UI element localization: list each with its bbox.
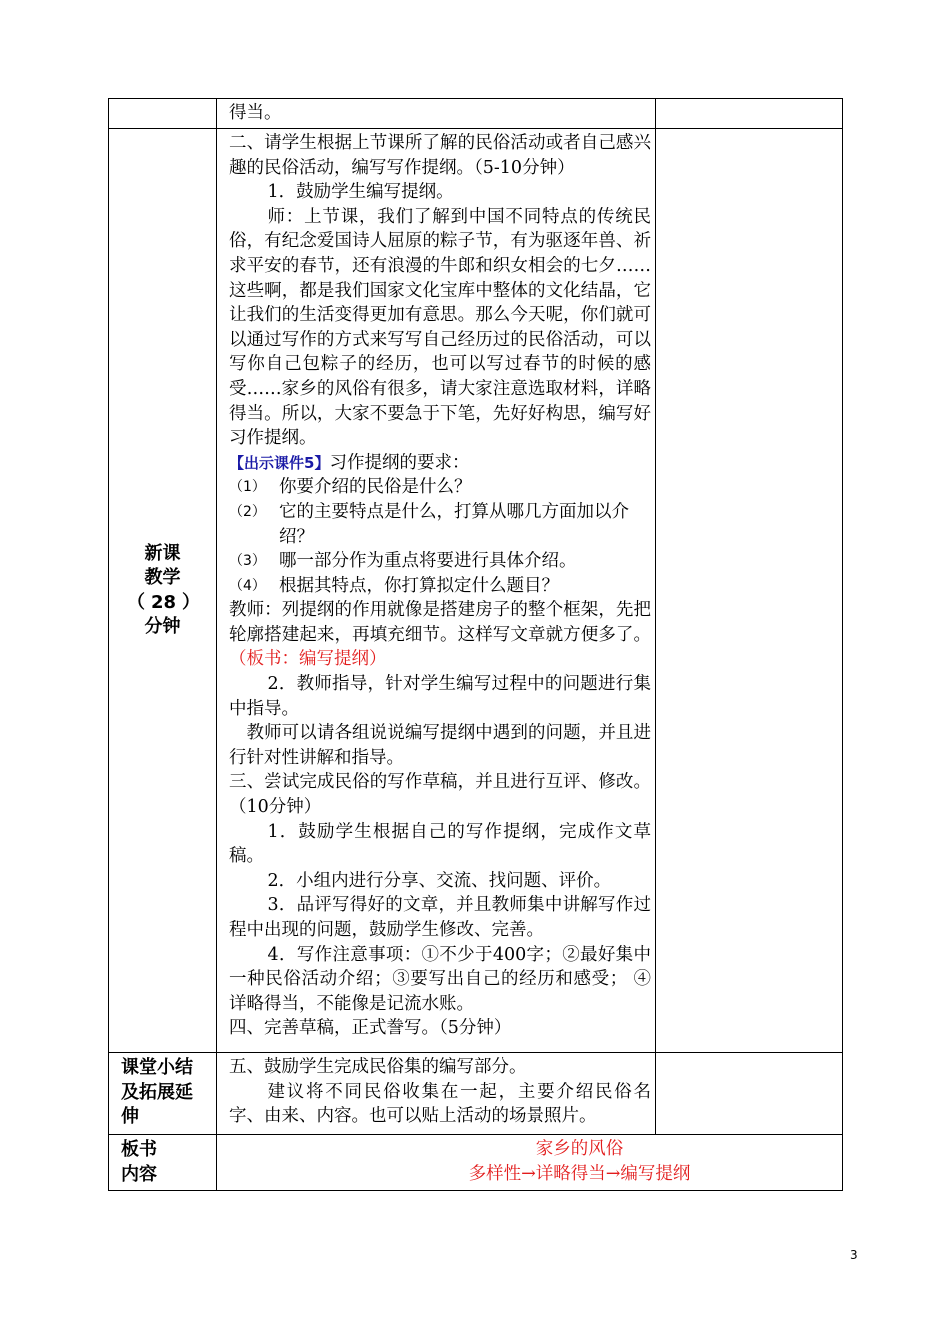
board-content-cell [217, 1135, 843, 1191]
board-outline: 多样性→详略得当→编写提纲 [468, 1163, 691, 1184]
content-cell [217, 99, 656, 129]
label-cell [109, 99, 217, 129]
notes-cell [656, 129, 843, 1053]
content-cell [217, 1053, 656, 1135]
board-title: 家乡的风俗 [535, 1139, 624, 1159]
paragraph: 1．鼓励学生根据自己的写作提纲，完成作文草稿。 [229, 821, 651, 867]
paragraph: 2．小组内进行分享、交流、找问题、评价。 [267, 870, 612, 891]
paragraph: 4．写作注意事项：①不少于400字；②最好集中一种民俗活动介绍；③要写出自己的经历和感受； ④详略得当，不能像是记流水账。 [229, 944, 651, 1014]
list-number: （3） [229, 553, 266, 570]
content-cell [217, 129, 656, 1053]
lesson-plan-table [108, 98, 843, 1191]
list-text: 你要介绍的民俗是什么？ [279, 477, 472, 498]
paragraph: 建议将不同民俗收集在一起，主要介绍民俗名字、由来、内容。也可以贴上活动的场景照片。 [229, 1081, 651, 1127]
paragraph: 师：上节课，我们了解到中国不同特点的传统民俗，有纪念爱国诗人屈原的粽子节，有为驱逐年兽、祈求平安的春节，还有浪漫的牛郎和织女相会的七夕……这些啊，都是我们国家文化宝库中整体的文化结晶，它让我们的生活变得更加有意思。那么今天呢，你们就可以通过写作的方式来写写自己经历过的民俗活动，可以写你自己包粽子的经历，也可以写过春节的时候的感受……家乡的风俗有很多，请大家注意选取材料，详略得当。所以，大家不要急于下笔，先好好构思，编写好习作提纲。 [229, 206, 651, 449]
label-duration [109, 591, 216, 616]
paragraph: 得当。 [229, 103, 282, 123]
label-line: 课堂小结 [121, 1057, 193, 1078]
list-number: （4） [229, 577, 266, 594]
notes-cell [656, 1053, 843, 1135]
paragraph: 1．鼓励学生编写提纲。 [267, 182, 454, 203]
table-row [109, 99, 843, 129]
section-label-summary [109, 1053, 217, 1135]
paragraph-text: 教师：列提纲的作用就像是搭建房子的整个框架，先把轮廓搭建起来，再填充细节。这样写文章就方便多了。 [229, 600, 651, 645]
courseware-text: 习作提纲的要求： [329, 452, 470, 473]
list-item [229, 574, 651, 599]
label-line: 教学 [144, 567, 181, 588]
paragraph: 三、尝试完成民俗的写作草稿，并且进行互评、修改。（10分钟） [229, 772, 651, 818]
label-line: 新课 [144, 542, 181, 564]
list-item [229, 500, 651, 549]
label-line: 分钟 [144, 616, 181, 637]
duration-number: 28 [150, 591, 177, 613]
section-label-board [109, 1135, 217, 1191]
label-line: 板书 [121, 1139, 157, 1160]
list-number: （2） [229, 503, 266, 520]
paren-open: （ [127, 591, 145, 613]
paragraph: 二、请学生根据上节课所了解的民俗活动或者自己感兴趣的民俗活动，编写写作提纲。（5-10分钟） [229, 133, 651, 178]
paren-close: ） [182, 591, 200, 613]
list-text: 哪一部分作为重点将要进行具体介绍。 [279, 551, 577, 572]
paragraph: 3．品评写得好的文章，并且教师集中讲解写作过程中出现的问题，鼓励学生修改、完善。 [229, 895, 651, 940]
list-item [229, 549, 651, 574]
paragraph: 四、完善草稿，正式誊写。（5分钟） [229, 1018, 512, 1039]
list-number: （1） [229, 479, 266, 496]
list-item [229, 475, 651, 500]
list-text: 它的主要特点是什么，打算从哪几方面加以介绍？ [279, 501, 629, 547]
notes-cell [656, 99, 843, 129]
table-row [109, 1053, 843, 1135]
table-row [109, 1135, 843, 1191]
label-line: 及拓展延 [121, 1081, 193, 1103]
list-text: 根据其特点，你打算拟定什么题目？ [279, 575, 559, 596]
courseware-tag: 【出示课件5】 [229, 453, 330, 472]
paragraph: 2．教师指导，针对学生编写过程中的问题进行集中指导。 [229, 674, 651, 719]
section-label-new-lesson [109, 129, 217, 1053]
label-line: 伸 [121, 1106, 139, 1127]
board-note: （板书：编写提纲） [229, 649, 387, 670]
courseware-line [229, 451, 651, 476]
page-number: 3 [850, 1248, 858, 1262]
table-row [109, 129, 843, 1053]
paragraph: 五、鼓励学生完成民俗集的编写部分。 [229, 1057, 527, 1077]
paragraph [229, 598, 651, 672]
paragraph: 教师可以请各组说说编写提纲中遇到的问题，并且进行针对性讲解和指导。 [229, 723, 651, 768]
label-line: 内容 [121, 1163, 157, 1185]
